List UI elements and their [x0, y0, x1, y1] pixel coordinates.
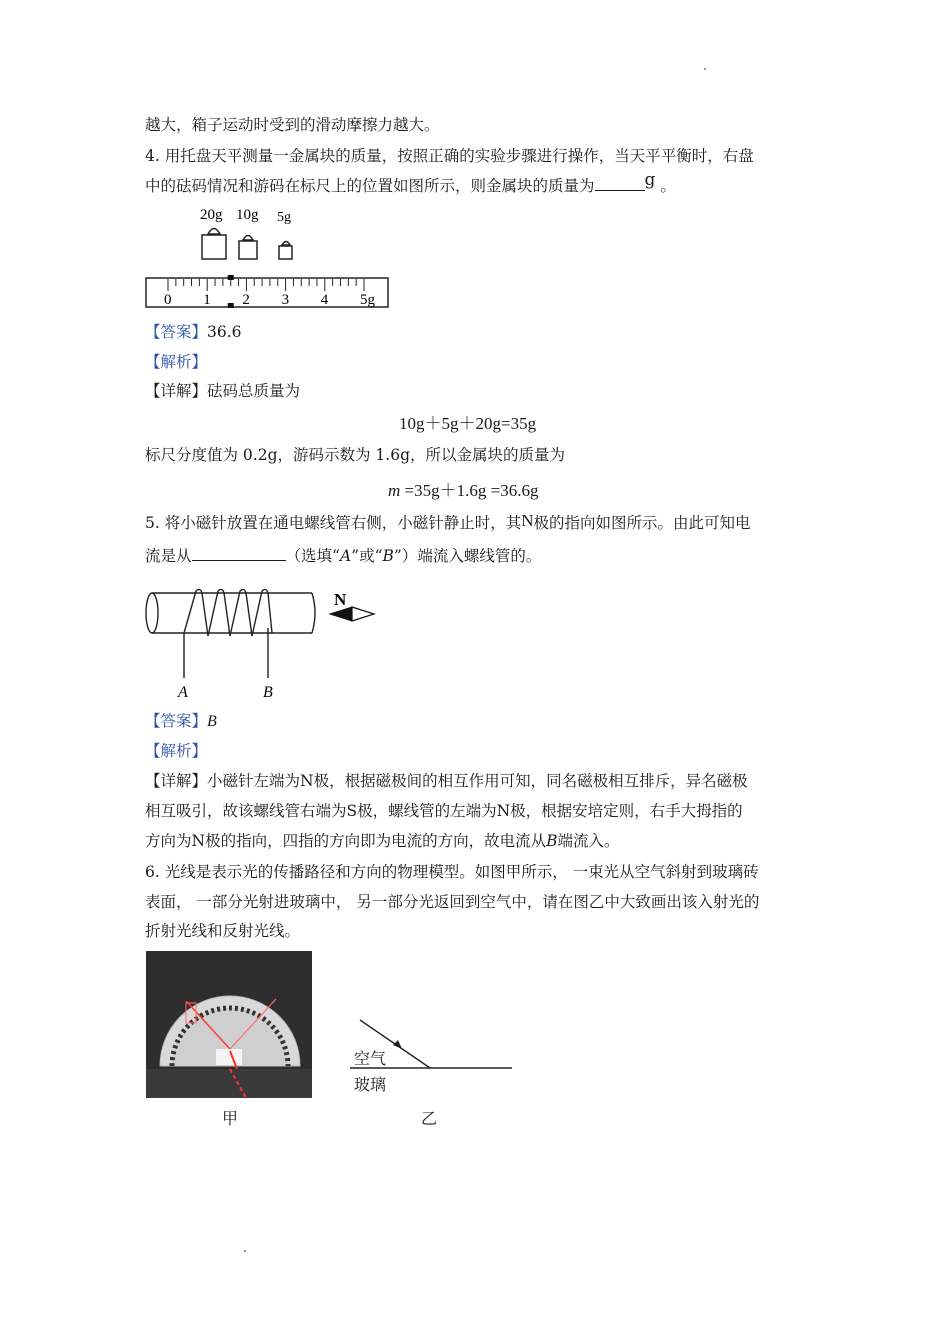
q4-formula-1: 10g＋5g＋20g=35g — [399, 414, 537, 433]
solenoid-coil — [184, 589, 272, 636]
rider-marker-bottom — [228, 303, 234, 308]
compass-needle — [330, 607, 374, 621]
label-air: 空气 — [354, 1049, 387, 1068]
scale-label: 3 — [281, 292, 290, 308]
q6-line-1: 6. 光线是表示光的传播路径和方向的物理模型。如图甲所示， 一束光从空气斜射到玻璃砖 — [145, 863, 759, 881]
q4-analysis: 【解析】 — [145, 353, 208, 371]
q5-detail-3: 方向为N极的指向，四指的方向即为电流的方向，故电流从B端流入。 — [145, 832, 620, 850]
weight-20g — [202, 229, 226, 260]
q5-answer: 【答案】B — [145, 712, 217, 730]
q5-analysis: 【解析】 — [145, 742, 208, 760]
weight-label-10g: 10g — [236, 207, 259, 223]
weight-label-5g: 5g — [277, 210, 291, 225]
scale-label: 2 — [242, 292, 250, 308]
weight-10g — [239, 236, 257, 260]
label-glass: 玻璃 — [354, 1075, 387, 1094]
q5-line-1: 5. 将小磁针放置在通电螺线管右侧，小磁针静止时，其N极的指向如图所示。由此可知电 — [145, 511, 751, 532]
needle-n-label: N — [334, 590, 347, 609]
scale-label: 5g — [360, 292, 375, 308]
terminal-b-label: B — [263, 684, 273, 701]
q4-line-2: 中的砝码情况和游码在标尺上的位置如图所示，则金属块的质量为 g 。 — [145, 170, 676, 195]
rider-marker-top — [228, 275, 234, 280]
weight-label-20g: 20g — [200, 207, 223, 223]
caption-jia: 甲 — [222, 1109, 239, 1128]
q4-detail-2: 标尺分度值为 0.2g，游码示数为 1.6g，所以金属块的质量为 — [145, 446, 566, 464]
q6-line-2: 表面， 一部分光射进玻璃中， 另一部分光返回到空气中，请在图乙中大致画出该入射光的 — [145, 893, 760, 911]
terminal-a-label: A — [178, 684, 188, 701]
q5-detail-1: 【详解】小磁针左端为N极，根据磁极间的相互作用可知，同名磁极相互排斥，异名磁极 — [145, 772, 748, 790]
q4-formula-2: m =35g＋1.6g =36.6g — [388, 481, 539, 500]
scale-label: 1 — [203, 292, 211, 308]
header-mark — [704, 68, 706, 70]
balance-figure — [140, 198, 400, 313]
footer-mark — [244, 1250, 246, 1252]
q4-unit: g — [644, 170, 656, 190]
q5-line-2: 流是从 （选填“A”或“B”）端流入螺线管的。 — [145, 547, 542, 565]
weight-5g — [279, 242, 292, 260]
caption-yi: 乙 — [421, 1109, 438, 1128]
solenoid-tube — [146, 593, 315, 633]
refraction-photo — [146, 951, 312, 1098]
q6-line-3: 折射光线和反射光线。 — [145, 922, 301, 940]
incident-ray-arrow — [393, 1040, 402, 1049]
q4-detail-1: 【详解】砝码总质量为 — [145, 382, 301, 400]
scale-label: 4 — [320, 292, 329, 308]
q4-line-1: 4. 用托盘天平测量一金属块的质量，按照正确的实验步骤进行操作，当天平平衡时，右盘 — [145, 147, 754, 165]
q5-detail-2: 相互吸引，故该螺线管右端为S极，螺线管的左端为N极，根据安培定则，右手大拇指的 — [145, 802, 743, 820]
solenoid-figure — [140, 588, 390, 703]
q4-answer: 【答案】36.6 — [145, 323, 242, 341]
scale-label: 0 — [164, 292, 172, 308]
rider-scale — [146, 278, 388, 307]
previous-answer-tail: 越大，箱子运动时受到的滑动摩擦力越大。 — [145, 116, 440, 134]
